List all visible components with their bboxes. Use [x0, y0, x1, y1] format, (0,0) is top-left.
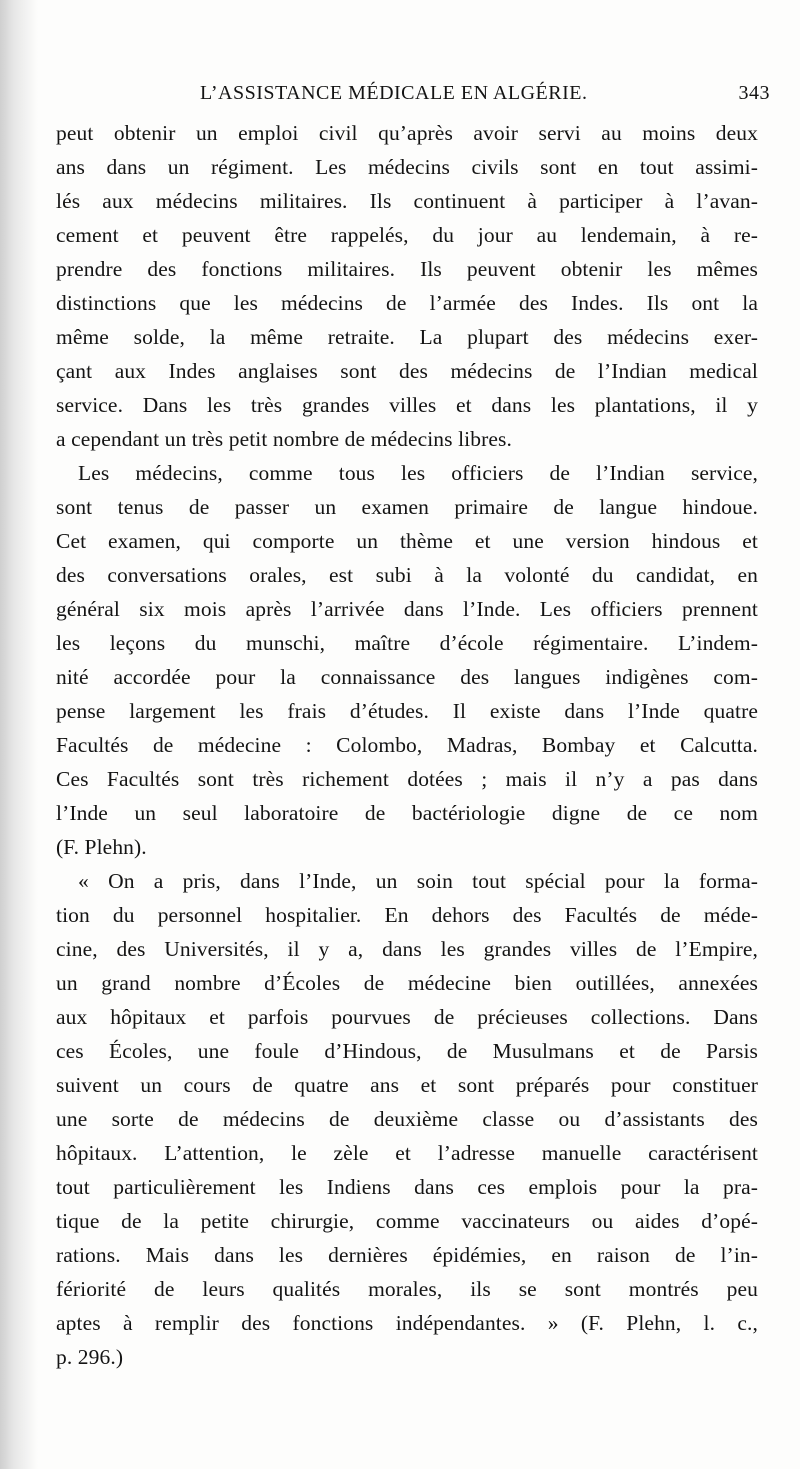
running-title: L’ASSISTANCE MÉDICALE EN ALGÉRIE. — [200, 82, 588, 104]
text-line: tique de la petite chirurgie, comme vaccinateurs ou aides d’opé- — [56, 1209, 758, 1233]
text-line: une sorte de médecins de deuxième classe ou d’assistants des — [56, 1107, 758, 1131]
paragraph-3 — [56, 864, 758, 1374]
text-line: hôpitaux. L’attention, le zèle et l’adresse manuelle caractérisent — [56, 1141, 758, 1165]
page-header — [200, 78, 770, 110]
text-line: les leçons du munschi, maître d’école régimentaire. L’indem- — [56, 631, 758, 655]
text-line: çant aux Indes anglaises sont des médecins de l’Indian medical — [56, 359, 758, 383]
text-line: un grand nombre d’Écoles de médecine bien outillées, annexées — [56, 971, 758, 995]
text-line: p. 296.) — [56, 1345, 124, 1369]
text-line: (F. Plehn). — [56, 835, 147, 859]
text-line: même solde, la même retraite. La plupart des médecins exer- — [56, 325, 758, 349]
text-line: « On a pris, dans l’Inde, un soin tout spécial pour la forma- — [78, 869, 758, 893]
text-line: général six mois après l’arrivée dans l’Inde. Les officiers prennent — [56, 597, 758, 621]
text-line: nité accordée pour la connaissance des langues indigènes com- — [56, 665, 758, 689]
scan-shadow-edge — [0, 0, 38, 1469]
text-line: Facultés de médecine : Colombo, Madras, Bombay et Calcutta. — [56, 733, 758, 757]
text-line: cement et peuvent être rappelés, du jour au lendemain, à re- — [56, 223, 758, 247]
text-line: rations. Mais dans les dernières épidémies, en raison de l’in- — [56, 1243, 758, 1267]
paragraph-1 — [56, 116, 758, 456]
text-line: fériorité de leurs qualités morales, ils se sont montrés peu — [56, 1277, 758, 1301]
text-line: Cet examen, qui comporte un thème et une version hindous et — [56, 529, 758, 553]
body-text — [56, 116, 758, 1374]
text-line: Les médecins, comme tous les officiers de l’Indian service, — [78, 461, 758, 485]
text-line: peut obtenir un emploi civil qu’après avoir servi au moins deux — [56, 121, 758, 145]
text-line: aux hôpitaux et parfois pourvues de précieuses collections. Dans — [56, 1005, 758, 1029]
text-line: ans dans un régiment. Les médecins civils sont en tout assimi- — [56, 155, 758, 179]
page-number: 343 — [738, 82, 770, 104]
text-line: tion du personnel hospitalier. En dehors des Facultés de méde- — [56, 903, 758, 927]
paragraph-2 — [56, 456, 758, 864]
text-line: pense largement les frais d’études. Il existe dans l’Inde quatre — [56, 699, 758, 723]
text-line: suivent un cours de quatre ans et sont préparés pour constituer — [56, 1073, 758, 1097]
text-line: distinctions que les médecins de l’armée des Indes. Ils ont la — [56, 291, 758, 315]
text-line: sont tenus de passer un examen primaire de langue hindoue. — [56, 495, 758, 519]
text-line: ces Écoles, une foule d’Hindous, de Musulmans et de Parsis — [56, 1039, 758, 1063]
text-line: a cependant un très petit nombre de médecins libres. — [56, 427, 512, 451]
text-line: prendre des fonctions militaires. Ils peuvent obtenir les mêmes — [56, 257, 758, 281]
text-line: cine, des Universités, il y a, dans les grandes villes de l’Empire, — [56, 937, 758, 961]
text-line: Ces Facultés sont très richement dotées ; mais il n’y a pas dans — [56, 767, 758, 791]
text-line: aptes à remplir des fonctions indépendantes. » (F. Plehn, l. c., — [56, 1311, 758, 1335]
text-line: lés aux médecins militaires. Ils continuent à participer à l’avan- — [56, 189, 758, 213]
text-line: des conversations orales, est subi à la volonté du candidat, en — [56, 563, 758, 587]
text-line: tout particulièrement les Indiens dans ces emplois pour la pra- — [56, 1175, 758, 1199]
text-line: service. Dans les très grandes villes et dans les plantations, il y — [56, 393, 758, 417]
text-line: l’Inde un seul laboratoire de bactériologie digne de ce nom — [56, 801, 758, 825]
